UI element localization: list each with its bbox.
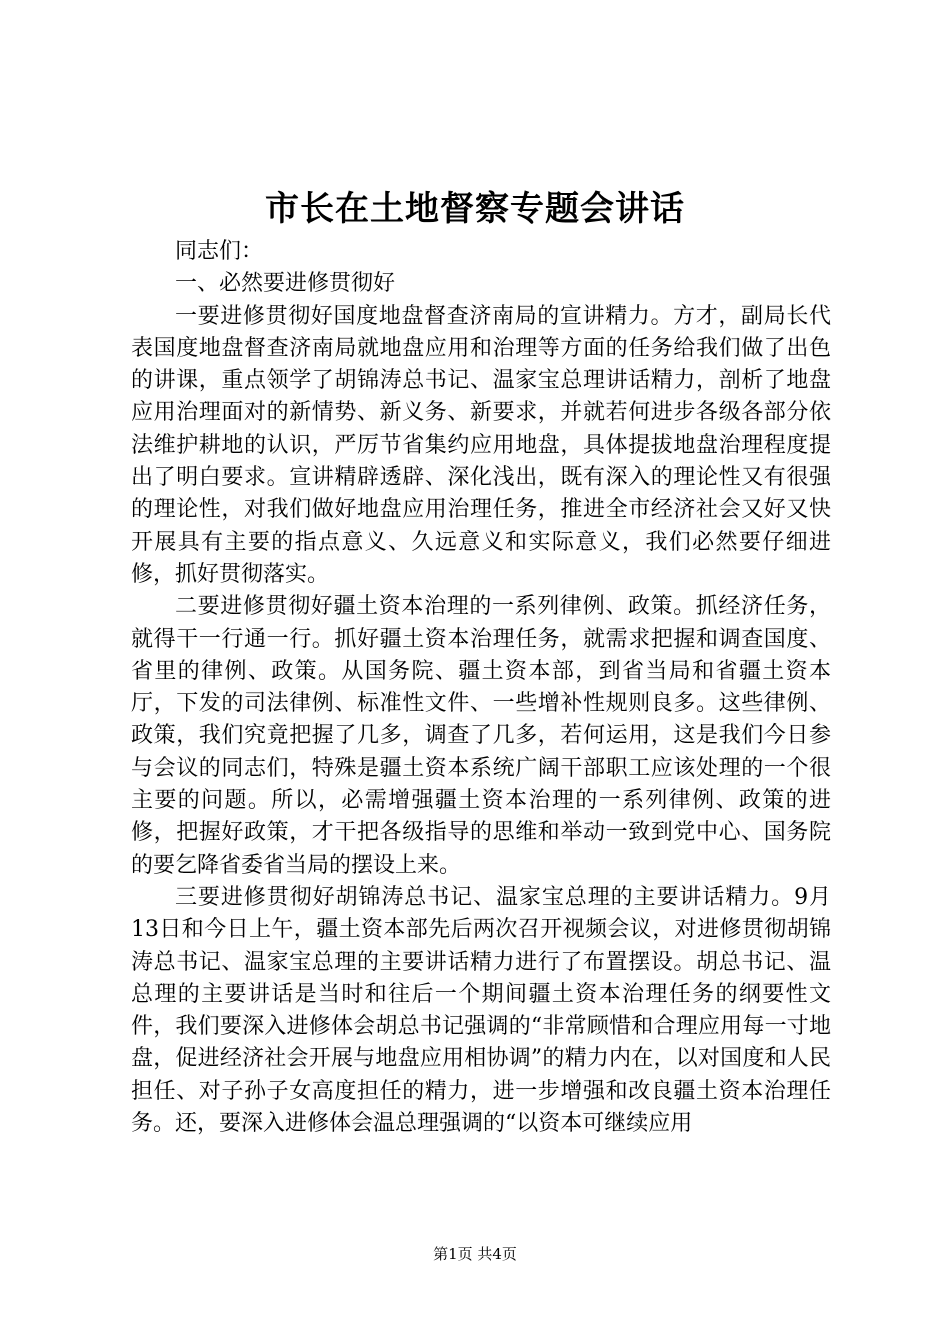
body-paragraph: 三要进修贯彻好胡锦涛总书记、温家宝总理的主要讲话精力。9月13日和今日上午，疆土资本部先后两次召开视频会议，对进修贯彻胡锦涛总书记、温家宝总理的主要讲话精力进行了布置摆设。胡总书记、温总理的主要讲话是当时和往后一个期间疆土资本治理任务的纲要性文件，我们要深入进修体会胡总书记强调的“非常顾惜和合理应用每一寸地盘，促进经济社会开展与地盘应用相协调”的精力内在，以对国度和人民担任、对子孙子女高度担任的精力，进一步增强和改良疆土资本治理任务。还，要深入进修体会温总理强调的“以资本可继续应用 — [131, 884, 831, 1137]
section-heading: 一、必然要进修贯彻好 — [175, 271, 396, 297]
document-body — [131, 236, 831, 1140]
body-paragraph: 一要进修贯彻好国度地盘督查济南局的宣讲精力。方才，副局长代表国度地盘督查济南局就地盘应用和治理等方面的任务给我们做了出色的讲课，重点领学了胡锦涛总书记、温家宝总理讲话精力，剖析了地盘应用治理面对的新情势、新义务、新要求，并就若何进步各级各部分依法维护耕地的认识，严厉节省集约应用地盘，具体提拔地盘治理程度提出了明白要求。宣讲精辟透辟、深化浅出，既有深入的理论性又有很强的理论性，对我们做好地盘应用治理任务，推进全市经济社会又好又快开展具有主要的指点意义、久远意义和实际意义，我们必然要仔细进修，抓好贯彻落实。 — [131, 303, 831, 587]
salutation-paragraph: 同志们： — [175, 239, 264, 264]
document-title: 市长在土地督察专题会讲话 — [265, 189, 685, 229]
body-paragraph: 二要进修贯彻好疆土资本治理的一系列律例、政策。抓经济任务，就得干一行通一行。抓好疆土资本治理任务，就需求把握和调查国度、省里的律例、政策。从国务院、疆土资本部，到省当局和省疆土资本厅，下发的司法律例、标准性文件、一些增补性规则良多。这些律例、政策，我们究竟把握了几多，调查了几多，若何运用，这是我们今日参与会议的同志们，特殊是疆土资本系统广阔干部职工应该处理的一个很主要的问题。所以，必需增强疆土资本治理的一系列律例、政策的进修，把握好政策，才干把各级指导的思维和举动一致到党中心、国务院的要乞降省委省当局的摆设上来。 — [131, 594, 831, 878]
page-footer: 第1页 共4页 — [433, 1245, 517, 1263]
